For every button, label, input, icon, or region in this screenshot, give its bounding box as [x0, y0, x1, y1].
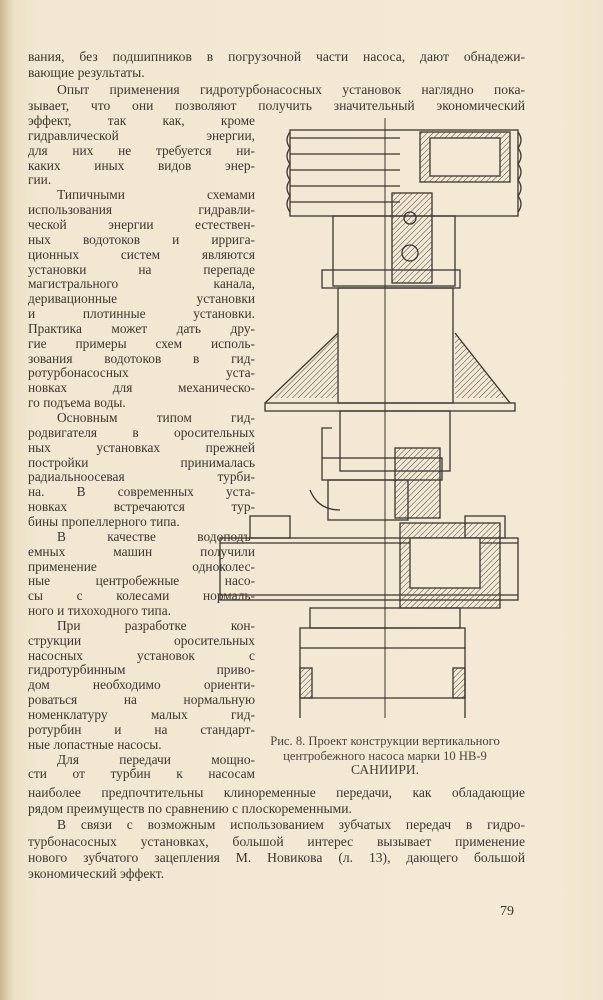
text-line: роваться на нормальную	[28, 692, 255, 708]
text-line: и плотинные установки.	[28, 306, 255, 322]
text-line: Опыт применения гидротурбонасосных установок наглядно пока-	[57, 81, 525, 97]
text-line: вающие результаты.	[28, 65, 145, 81]
text-line: дом необходимо ориенти-	[28, 677, 255, 693]
text-line: новках для механическо-	[28, 380, 255, 396]
text-line: сы с колесами нормаль-	[28, 588, 255, 604]
text-line: ных водотоков и ирригa-	[28, 231, 255, 247]
caption-line: Рис. 8. Проект конструкции вертикального	[270, 734, 500, 748]
text-line: родвигателя в оросительных	[28, 424, 255, 440]
text-line: использования гидравли-	[28, 202, 255, 218]
text-line: гидравлической энергии,	[28, 127, 255, 143]
text-line: экономический эффект.	[28, 866, 165, 881]
text-line: ротурбонасосных уста-	[28, 365, 255, 381]
text-line: Типичными схемами	[57, 187, 255, 203]
text-line: ных установках прежней	[28, 439, 255, 455]
text-line: го подъема воды.	[28, 395, 126, 411]
text-line: зывает, что они позволяют получить значительный экономический	[28, 97, 525, 113]
text-line: гии.	[28, 172, 52, 188]
text-line: установки на перепаде	[28, 261, 255, 277]
text-line: емных машин получили	[28, 543, 255, 559]
text-line: каких иных видов энер-	[28, 157, 255, 173]
text-line: вания, без подшипников в погрузочной части насоса, дают обнадежи-	[28, 49, 525, 64]
text-line: В качестве водоподъ-	[57, 528, 255, 544]
text-line: новках встречаются тур-	[28, 499, 255, 515]
text-line: гидротурбинным приво-	[28, 662, 255, 678]
text-line: рядом преимуществ по сравнению с плоскоременными.	[28, 801, 352, 817]
caption-line: центробежного насоса марки 10 НВ-9	[283, 748, 487, 763]
text-line: зования водотоков в гид-	[28, 350, 255, 366]
text-line: гие примеры схем исполь-	[28, 335, 255, 351]
text-line: Практика может дать дру-	[28, 320, 255, 336]
text-line: ные центробежные насо-	[28, 573, 255, 589]
text-line: ные лопастные насосы.	[28, 736, 162, 752]
text-line: ческой энергии естествен-	[28, 216, 255, 232]
figure-caption	[240, 734, 530, 778]
text-line: насосных установок с	[28, 647, 255, 663]
text-line: для них не требуется ни-	[28, 142, 255, 158]
text-line: струкции оросительных	[28, 632, 255, 648]
text-line: номенклатуру малых гид-	[28, 707, 255, 722]
text-line: турбонасосных установках, большой интерес вызывает применение	[28, 833, 525, 849]
text-line: постройки принималась	[28, 454, 255, 470]
caption-line: САНИИРИ.	[351, 762, 419, 777]
text-line: Основным типом гид-	[57, 410, 255, 425]
text-line: ротурбин и на стандарт-	[28, 721, 255, 737]
text-line: ного и тихоходного типа.	[28, 603, 171, 619]
text-line: бины пропеллерного типа.	[28, 513, 180, 529]
text-line: нового зубчатого зацепления М. Новикова (л. 13), дающего большой	[28, 849, 525, 865]
text-line: наиболее предпочтительны клиноременные передачи, как обладающие	[28, 785, 525, 800]
text-line: сти от турбин к насосам	[28, 766, 255, 782]
text-line: на. В современных уста-	[28, 484, 255, 500]
text-line: При разработке кон-	[57, 617, 255, 633]
text-line: Для передачи мощно-	[57, 751, 255, 767]
bottom-drum	[300, 628, 465, 718]
text-line: эффект, так как, кроме	[28, 113, 255, 128]
text-line: деривационные установки	[28, 291, 255, 307]
pump-drawing	[210, 118, 530, 718]
text-line: радиальноосевая турби-	[28, 469, 255, 485]
text-line: магистрального канала,	[28, 276, 255, 292]
page-number: 79	[500, 904, 514, 919]
text-line: В связи с возможным использованием зубчатых передач в гидро-	[57, 817, 525, 833]
text-line: ционных систем являются	[28, 246, 255, 262]
text-line: применение одноколес-	[28, 558, 255, 574]
